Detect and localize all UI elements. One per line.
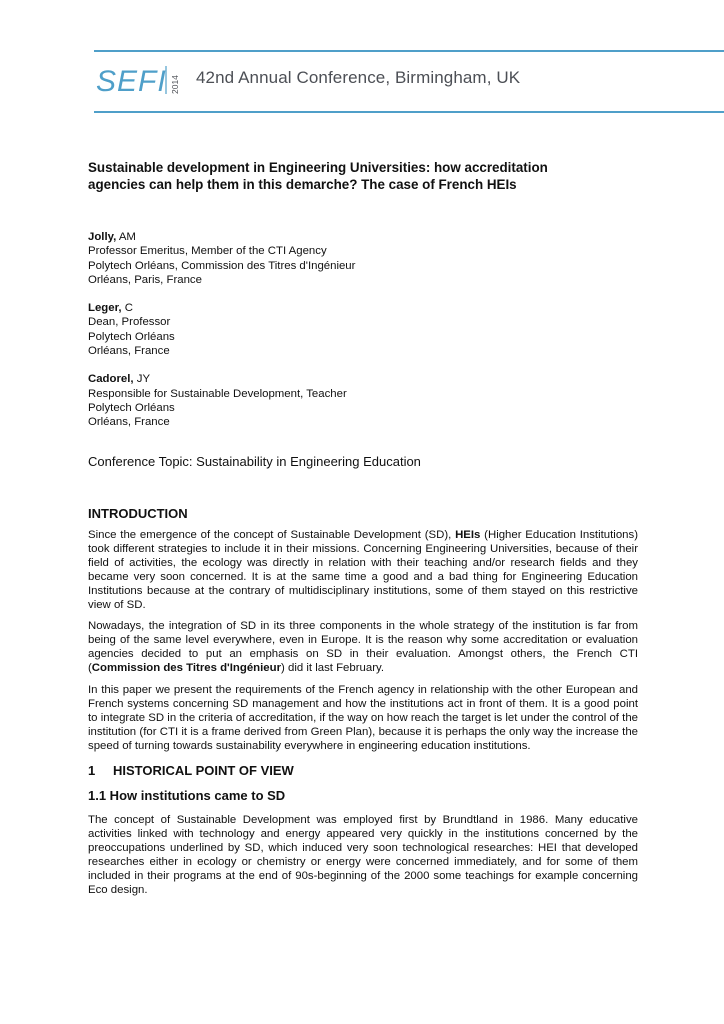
author-surname: Leger, — [88, 302, 122, 315]
paper-title — [88, 159, 638, 193]
author-surname: Cadorel, — [88, 373, 134, 386]
subsection-heading: 1.1 How institutions came to SD — [88, 787, 286, 803]
header-rule-top — [94, 50, 724, 52]
paper-title-line: agencies can help them in this demarche? The case of French HEIs — [88, 177, 517, 192]
author-affiliation: Orléans, France — [88, 416, 170, 429]
author-name — [88, 372, 638, 386]
author-affiliation: Professor Emeritus, Member of the CTI Agency — [88, 245, 327, 258]
body-paragraph — [88, 619, 638, 675]
text-run: Nowadays, the integration of SD in its three components in the whole strategy of the institution is far from being of the same level everywhere, even in Europe. It is the reason why some accreditation or evaluation agencies decided to put an emphasis on SD in their evaluation. Amongst others, the French CTI ( — [88, 620, 638, 675]
author-surname: Jolly, — [88, 231, 117, 243]
section-heading-introduction: INTRODUCTION — [88, 505, 188, 521]
text-run-bold: HEIs — [455, 528, 481, 541]
author-affiliation: Orléans, Paris, France — [88, 273, 202, 286]
text-run: Since the emergence of the concept of Sustainable Development (SD), — [88, 528, 456, 541]
author-name — [88, 301, 638, 315]
paper-body — [88, 159, 638, 898]
conference-topic: Conference Topic: Sustainability in Engineering Education — [88, 453, 421, 469]
author-affiliation: Dean, Professor — [88, 316, 171, 329]
body-paragraph — [88, 528, 638, 613]
sefi-logo — [96, 62, 186, 98]
author-block — [88, 230, 638, 287]
conference-title: 42nd Annual Conference, Birmingham, UK — [196, 68, 521, 87]
author-affiliation: Polytech Orléans, Commission des Titres d'Ingénieur — [88, 259, 356, 272]
section-heading-historical — [88, 763, 638, 779]
author-initials: JY — [133, 373, 151, 386]
author-affiliation: Orléans, France — [88, 345, 170, 358]
sefi-logo-text: SEFI — [96, 65, 167, 98]
section-number: 1 — [88, 762, 96, 778]
author-initials: AM — [116, 231, 136, 243]
author-affiliation: Polytech Orléans — [88, 330, 175, 343]
sefi-logo-year: 2014 — [170, 75, 180, 94]
author-initials: C — [121, 302, 133, 315]
body-paragraph: In this paper we present the requirements of the French agency in relationship with the other European and French systems concerning SD management and how the institutions act in front of them. It is a good point to integrate SD in the criteria of accreditation, if the way on how reach the target is let under the control of the institution (for CTI it is a frame derived from Green Plan), because it is perhaps the only way the increase the speed of turning towards sustainability everywhere in engineering education institutions. — [88, 683, 638, 752]
header-rule-bottom — [94, 111, 724, 113]
text-run: (Higher Education Institutions) took different strategies to include it in their missions. Concerning Engineering Universities, because of their field of activities, the ecology was directly in relation with their teaching and/or research fields and they became very soon concerned. It is at the same time a good and a bad thing for Engineering Education Institutions because at the contrary of multidisciplinary institutions, some of them stayed on this restrictive view of SD. — [88, 528, 638, 612]
text-run-bold: Commission des Titres d'Ingénieur — [91, 662, 282, 675]
author-affiliation: Responsible for Sustainable Development, Teacher — [88, 387, 347, 400]
author-affiliation: Polytech Orléans — [88, 401, 175, 414]
body-paragraph: The concept of Sustainable Development was employed first by Brundtland in 1986. Many educative activities linked with technology and energy appeared very quickly in the institutions concerned by the preoccupations underlined by SD, which induced very soon technological researches: HEI that developed researches either in ecology or chemistry or energy were concerned immediately, and for some of them included in their programs at the end of 90s-beginning of the 2000 some teachings for example concerning Eco design. — [88, 813, 638, 897]
author-list — [88, 230, 638, 430]
paper-title-line: Sustainable development in Engineering Universities: how accreditation — [88, 160, 548, 175]
author-name — [88, 230, 638, 244]
text-run: ) did it last February. — [281, 662, 385, 675]
author-block — [88, 372, 638, 429]
author-block — [88, 301, 638, 358]
section-title: HISTORICAL POINT OF VIEW — [113, 762, 294, 778]
